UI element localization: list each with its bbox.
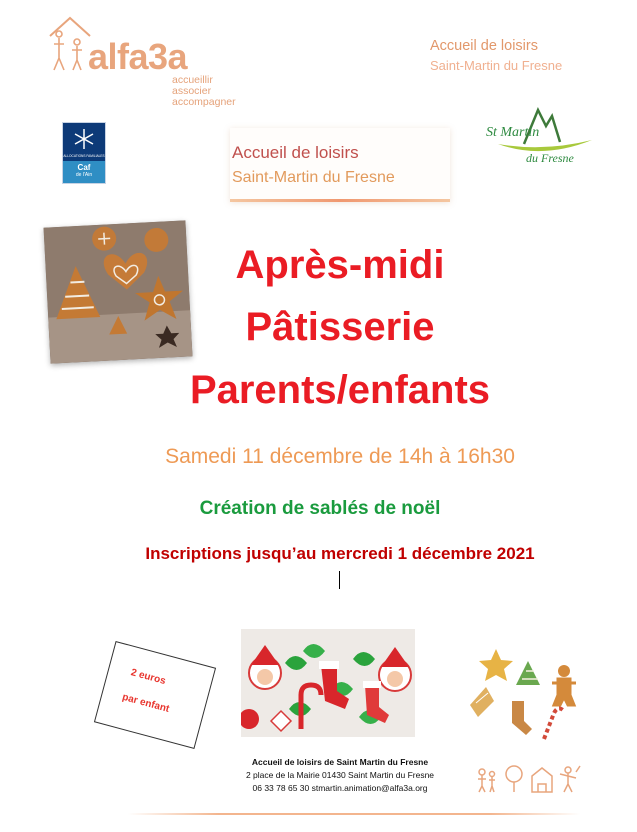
stocking-icon	[512, 701, 532, 735]
gingerbread-decor	[466, 643, 586, 743]
family-house-icon	[48, 14, 92, 74]
footer-address: 2 place de la Mairie 01430 Saint Martin du Fresne	[245, 770, 435, 780]
cookie-icon	[470, 687, 494, 717]
house-icon	[532, 768, 552, 792]
person-arms-icon	[560, 766, 580, 792]
st-martin-logo	[484, 104, 600, 174]
event-date: Samedi 11 décembre de 14h à 16h30	[165, 445, 515, 468]
caf-logo-bottom	[63, 161, 105, 183]
footer-name: Accueil de loisirs de Saint Martin du Fresne	[251, 757, 429, 767]
header-right-line2: Saint-Martin du Fresne	[430, 58, 563, 73]
activity-description: Création de sablés de noël	[199, 498, 441, 519]
caf-line2: Caf	[77, 163, 91, 172]
family-icon	[478, 769, 495, 792]
text-cursor	[339, 571, 340, 589]
mountain-icon	[484, 104, 600, 174]
center-line1: Accueil de loisirs	[232, 143, 359, 162]
tree-outline-icon	[506, 766, 522, 792]
caf-line3: de l'Ain	[75, 172, 93, 178]
bottom-divider	[128, 813, 580, 815]
price-card	[94, 641, 216, 749]
footer-logo-icons	[474, 764, 584, 794]
commune-line1: St Martin	[486, 125, 540, 140]
caf-line1: ALLOCATIONS FAMILIALES	[63, 154, 105, 158]
center-line2: Saint-Martin du Fresne	[232, 169, 395, 186]
snowflake-icon	[63, 123, 105, 161]
commune-line2: du Fresne	[526, 151, 574, 165]
footer-contact	[230, 756, 450, 795]
caf-logo	[62, 122, 106, 184]
brand-name: alfa3a	[88, 36, 188, 77]
registration-deadline: Inscriptions jusqu’au mercredi 1 décembre 2021	[145, 544, 535, 563]
tagline-3: accompagner	[172, 96, 236, 108]
center-title-box	[230, 128, 450, 202]
caf-logo-top	[63, 123, 105, 161]
title-line1: Après-midi	[235, 243, 445, 287]
tagline-2: associer	[172, 85, 212, 97]
tagline-1: accueillir	[172, 74, 213, 86]
tree-icon	[516, 661, 540, 685]
price-unit: par enfant	[120, 691, 171, 715]
candy-cane-icon	[544, 708, 564, 739]
price-amount: 2 euros	[129, 667, 167, 688]
title-line2: Pâtisserie	[245, 305, 435, 349]
header-right-line1: Accueil de loisirs	[430, 38, 538, 54]
star-icon	[479, 649, 513, 681]
header-right-title	[430, 36, 610, 76]
christmas-cookies-photo	[241, 629, 415, 737]
center-underline	[230, 199, 450, 202]
alfa3a-logo	[48, 14, 248, 106]
footer-contact-line: 06 33 78 65 30 stmartin.animation@alfa3a.org	[252, 783, 428, 793]
gingerbread-man-icon	[558, 665, 570, 677]
title-line3: Parents/enfants	[189, 368, 491, 412]
